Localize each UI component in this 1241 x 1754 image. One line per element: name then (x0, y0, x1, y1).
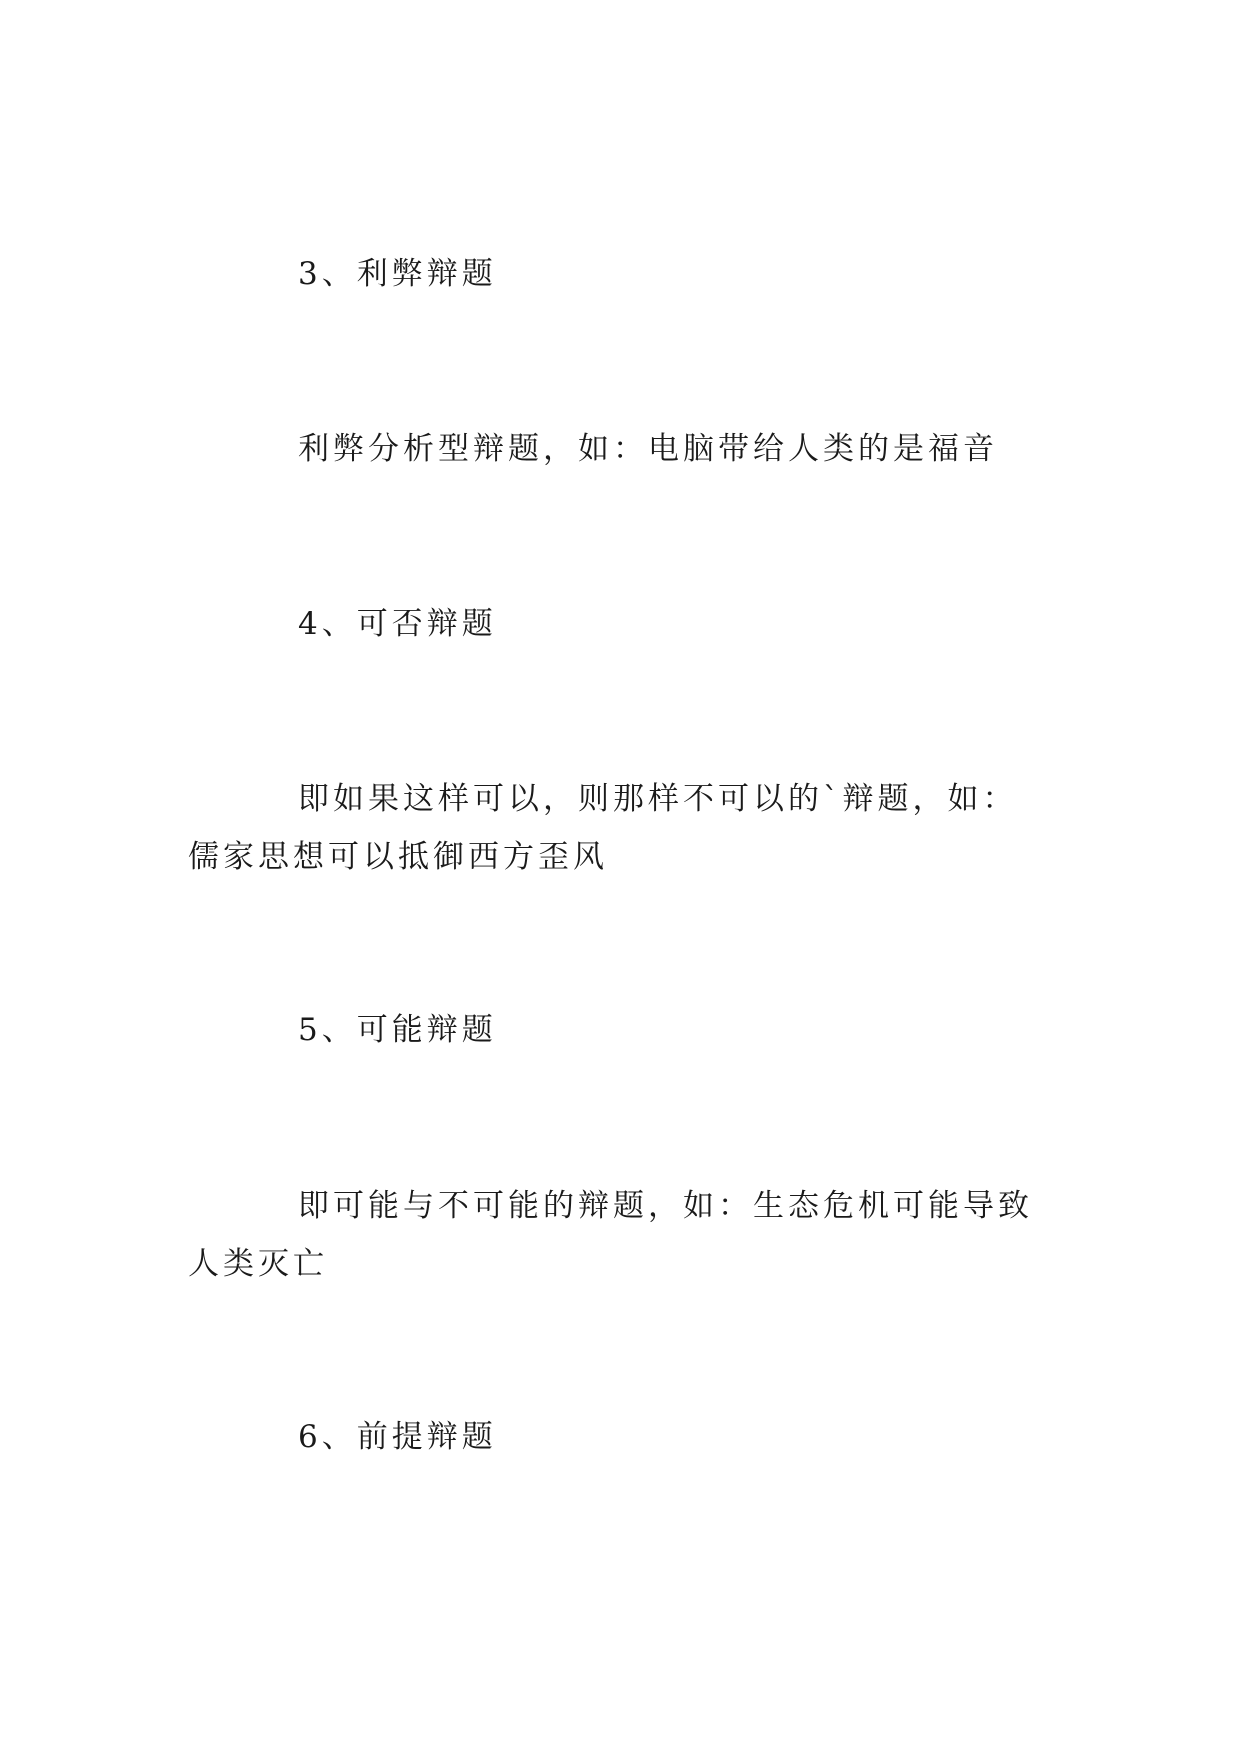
paragraph-item-3-description: 利弊分析型辩题，如：电脑带给人类的是福音 (298, 431, 998, 467)
heading-item-4: 4、可否辩题 (298, 606, 497, 642)
heading-item-5: 5、可能辩题 (298, 1012, 497, 1048)
paragraph-item-5-description: 即可能与不可能的辩题，如：生态危机可能导致人类灭亡 (188, 1188, 1033, 1282)
heading-item-3: 3、利弊辩题 (298, 256, 497, 292)
paragraph-item-4-description: 即如果这样可以，则那样不可以的`辩题，如：儒家思想可以抵御西方歪风 (188, 781, 1018, 875)
heading-item-6: 6、前提辩题 (298, 1419, 497, 1455)
